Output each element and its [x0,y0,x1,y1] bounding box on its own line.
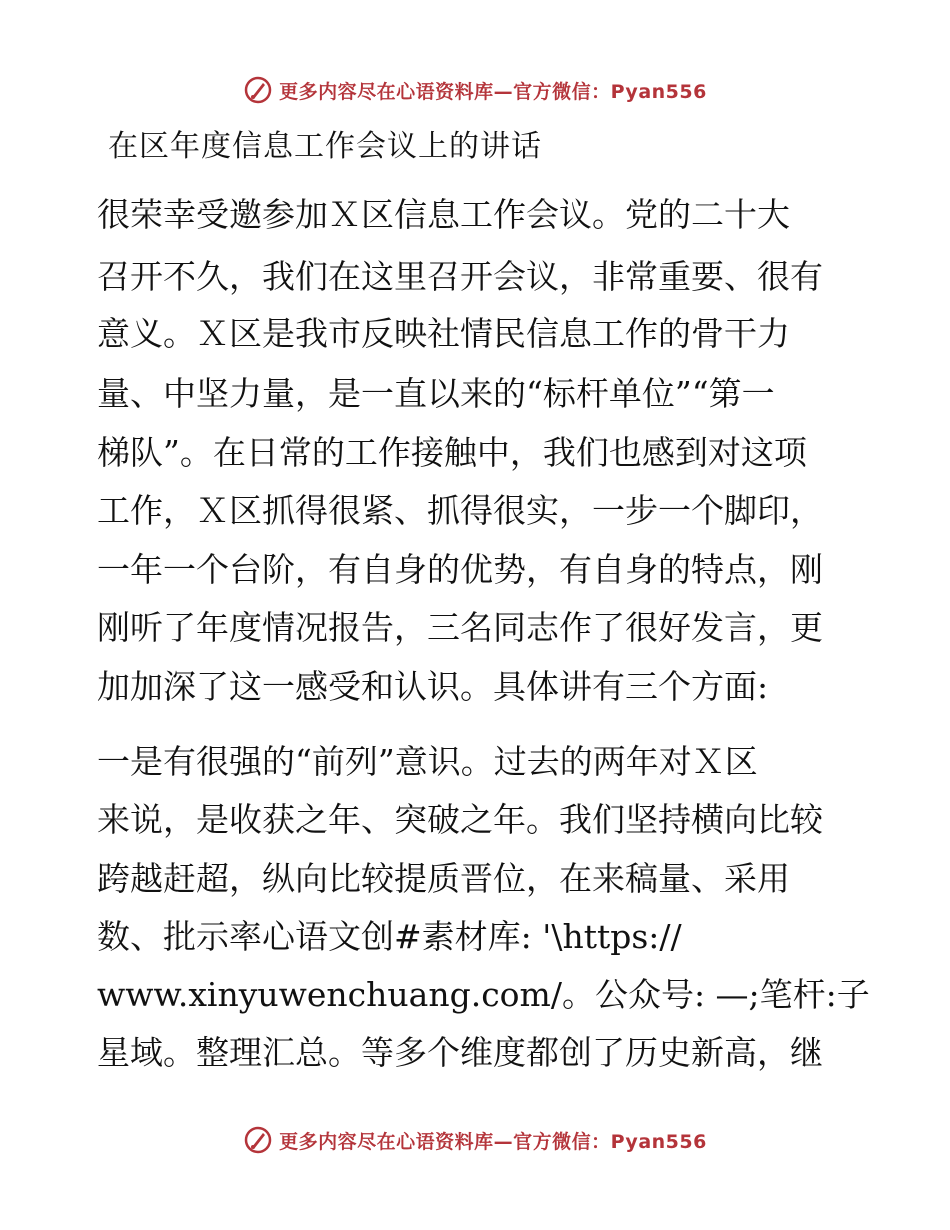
text-line: 一是有很强的“前列”意识。过去的两年对Ｘ区 [97,742,758,781]
text-line: 召开不久，我们在这里召开会议，非常重要、很有 [97,257,823,296]
header-banner-text: 更多内容尽在心语资料库—官方微信：Pyan556 [279,80,707,103]
text-line: 刚听了年度情况报告，三名同志作了很好发言，更 [97,608,823,647]
footer-banner [0,1120,950,1160]
text-line: 加加深了这一感受和认识。具体讲有三个方面: [97,667,769,706]
text-line: 数、批示率心语文创#素材库: '\https:// [97,917,682,956]
header-banner [0,70,950,110]
quill-logo-icon [243,1125,273,1155]
footer-banner-text: 更多内容尽在心语资料库—官方微信：Pyan556 [279,1130,707,1153]
text-line: 意义。Ｘ区是我市反映社情民信息工作的骨干力 [97,314,790,353]
text-line: 跨越赶超，纵向比较提质晋位，在来稿量、采用 [97,859,790,898]
text-line: 工作，Ｘ区抓得很紧、抓得很实，一步一个脚印， [97,491,823,530]
text-line: 量、中坚力量，是一直以来的“标杆单位”“第一 [97,374,775,413]
text-line: 很荣幸受邀参加Ｘ区信息工作会议。党的二十大 [97,195,790,234]
text-line: 星域。整理汇总。等多个维度都创了历史新高，继 [97,1033,823,1072]
text-line: www.xinyuwenchuang.com/。公众号: —;笔杆:子 [97,975,870,1014]
text-line: 来说，是收获之年、突破之年。我们坚持横向比较 [97,800,823,839]
text-line: 梯队”。在日常的工作接触中，我们也感到对这项 [97,433,807,472]
document-title: 在区年度信息工作会议上的讲话 [108,129,542,164]
quill-logo-icon [243,75,273,105]
text-line: 一年一个台阶，有自身的优势，有自身的特点，刚 [97,550,823,589]
